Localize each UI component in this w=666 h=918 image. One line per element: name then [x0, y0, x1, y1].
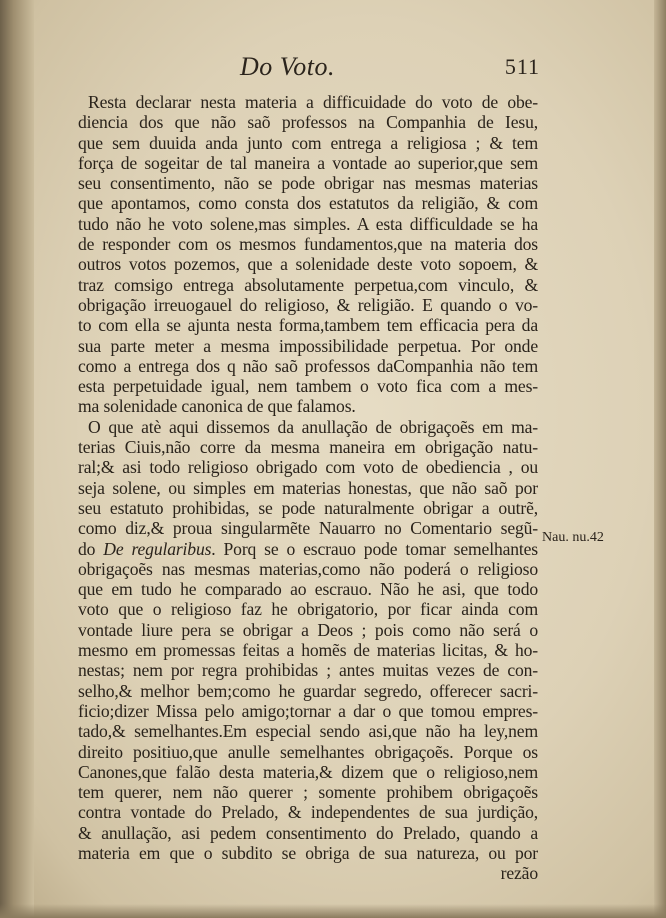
text-line: selho,& melhor bem;como he guardar segredo, offerecer sacri-	[78, 680, 538, 701]
text-line: que apontamos, como consta dos estatutos da religião, & com	[78, 193, 538, 214]
text-line: & anullação, asi pedem consentimento do Prelado, quando a	[78, 822, 538, 843]
text-line: materia em que o subdito se obriga de sua natureza, ou por	[78, 842, 538, 863]
text-line: seu consentimento, não se pode obrigar nas mesmas materias	[78, 173, 538, 194]
text-line: Canones,que falão desta materia,& dizem que o religioso,nem	[78, 761, 538, 782]
text-line: nestas; nem por regra prohibidas ; antes muitas vezes de con-	[78, 660, 538, 681]
page-bottom-edge	[0, 904, 666, 918]
binding-gutter	[0, 0, 34, 918]
text-line: esta perpetuidade igual, nem tambem o voto fica com a mes-	[78, 376, 538, 397]
text-line: Resta declarar nesta materia a difficuidade do voto de obe-	[88, 92, 538, 112]
text-line: que em tudo he comparado ao escrauo. Não he asi, que todo	[78, 579, 538, 600]
text-line: seja solene, ou simples em materias honestas, que não saõ por	[78, 477, 538, 498]
text-line: outros votos pozemos, que a solenidade deste voto sopoem, &	[78, 254, 538, 275]
text-line: direito positiuo,que anulle semelhantes obrigaçoẽs. Porque os	[78, 741, 538, 762]
text-line: de responder com os mesmos fundamentos,que na materia dos	[78, 234, 538, 255]
text-line: mesmo em promessas feitas a homẽs de materias licitas, & ho-	[78, 640, 538, 661]
page-edge	[654, 0, 666, 918]
cited-title: De regularibus	[103, 538, 212, 559]
text-line: como a entrega dos q não saõ professos daCompanhia não tem	[78, 355, 538, 376]
text-line: como diz,& proua singularmẽte Nauarro no Comentario segũ-	[78, 518, 538, 539]
text-line: ma solenidade canonica de que falamos.	[78, 396, 356, 417]
marginal-note: Nau. nu.42	[542, 530, 604, 545]
text-line: que sem duuida anda junto com entrega a religiosa ; & tem	[78, 132, 538, 153]
text-line: tado,& semelhantes.Em especial sendo asi,que não ha ley,nem	[78, 721, 538, 742]
text-line: ral;& asi todo religioso obrigado com voto de obediencia , ou	[78, 457, 538, 478]
text-line: terias Ciuis,não corre da mesma maneira em obrigação natu-	[78, 437, 538, 458]
text-line: tudo não he voto solene,mas simples. A esta difficuldade se ha	[78, 213, 538, 234]
text-line: do De regularibus. Porq se o escrauo pode tomar semelhantes	[78, 538, 538, 559]
text-line: obrigaçoẽs nas mesmas materias,como não poderá o religioso	[78, 558, 538, 579]
text-line: força de sogeitar de tal maneira a vontade ao superior,que sem	[78, 152, 538, 173]
catchword: rezão	[500, 863, 538, 884]
text-line: obrigação irreuogauel do religioso, & religião. E quando o vo-	[78, 294, 538, 315]
page-header	[80, 52, 550, 92]
text-line: traz comsigo entrega absolutamente perpetua,com vinculo, &	[78, 274, 538, 295]
text-line: diencia dos que não saõ professos na Companhia de Iesu,	[78, 112, 538, 133]
text-line: contra vontade do Prelado, & independentes de sua jurdição,	[78, 802, 538, 823]
text-line: tem querer, nem não querer ; somente prohibem obrigaçoẽs	[78, 782, 538, 803]
text-line: to com ella se ajunta nesta forma,tambem tem efficacia pera da	[78, 315, 538, 336]
text-line: seu estatuto prohibidas, se pode naturalmente obrigar a outrẽ,	[78, 497, 538, 518]
text-line: O que atè aqui dissemos da anullação de obrigaçoẽs em ma-	[88, 416, 538, 437]
text-line: sua parte meter a mesma impossibilidade perpetua. Por onde	[78, 335, 538, 356]
text-line: voto que o religioso faz he obrigatorio, por ficar ainda com	[78, 599, 538, 620]
page-number: 511	[504, 54, 540, 79]
text-line: vontade liure pera se obrigar a Deos ; pois como não será o	[78, 619, 538, 640]
running-title: Do Voto.	[240, 52, 335, 81]
text-line: ficio;dizer Missa pelo amigo;tornar a dar o que tomou empres-	[78, 700, 538, 721]
body-text	[78, 92, 538, 884]
